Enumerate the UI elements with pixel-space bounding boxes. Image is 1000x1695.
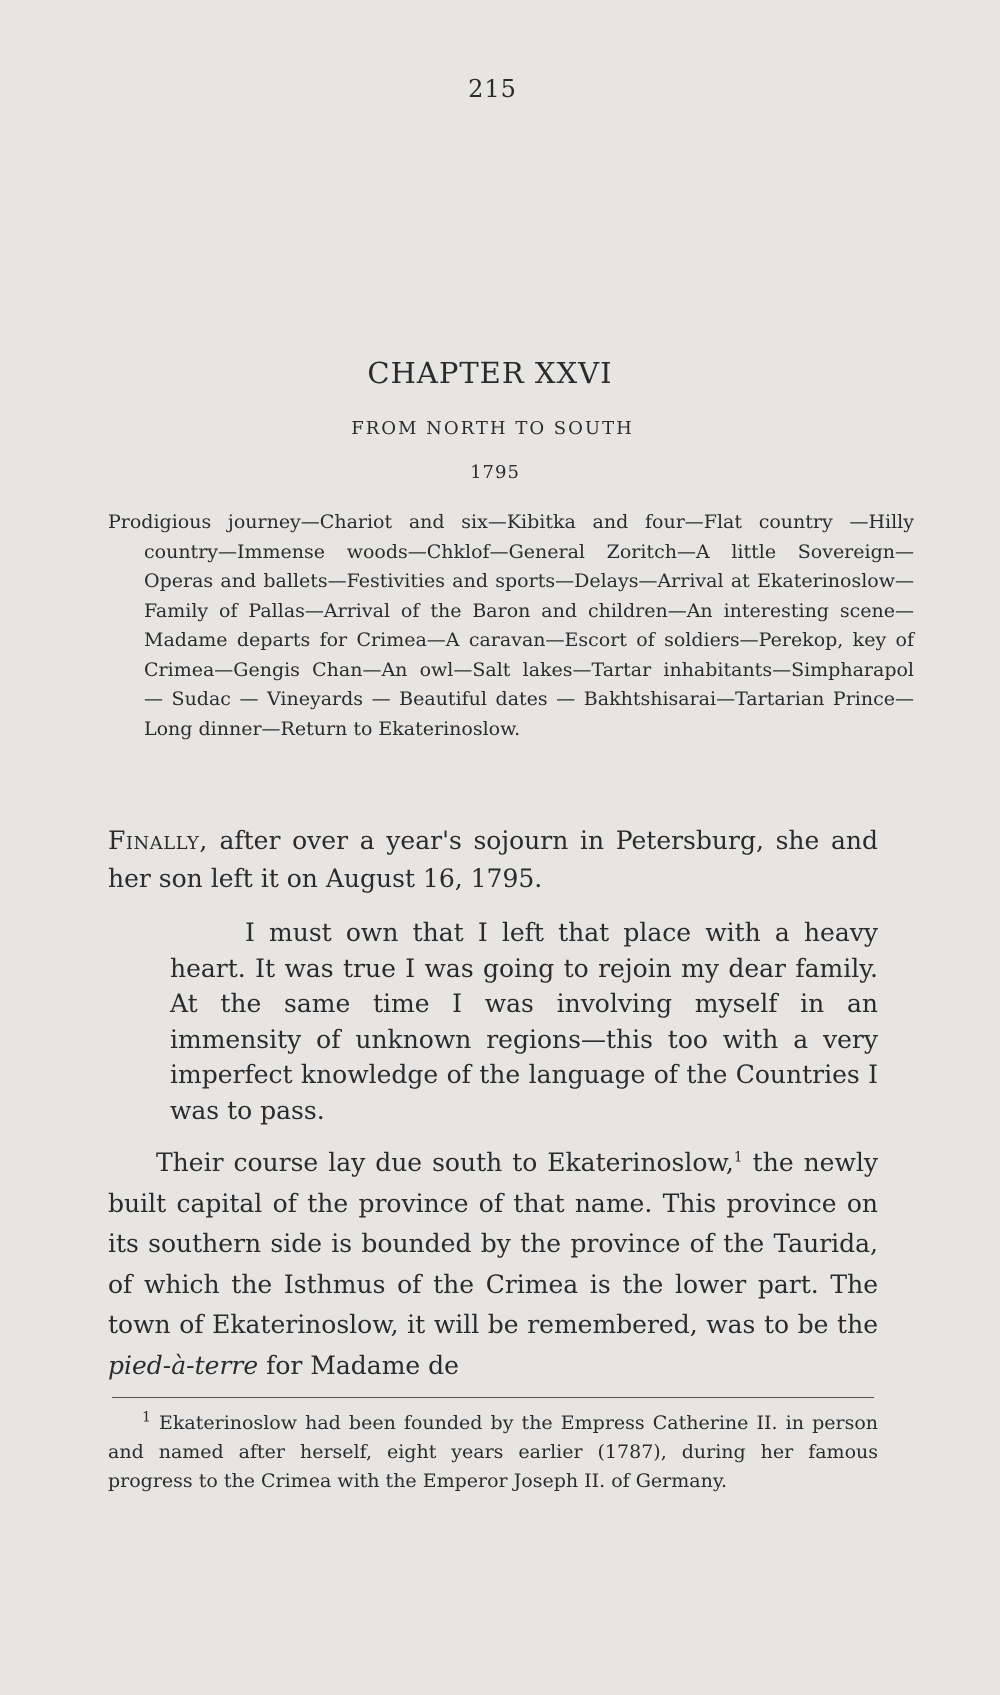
- footnote-reference: 1: [733, 1149, 743, 1166]
- footnote: [108, 1409, 878, 1496]
- chapter-subtitle: FROM NORTH TO SOUTH: [351, 418, 634, 439]
- paragraph-1-text: after over a year's sojourn in Petersburg, she and her son left it on August 16, 1795.: [108, 826, 878, 893]
- body-paragraph-3: [108, 1143, 878, 1386]
- footnote-divider: [112, 1397, 874, 1398]
- opening-word: Finally,: [108, 826, 208, 855]
- paragraph-3-text-b: the newly built capital of the province of that name. This province on its southern side is bounded by the province of the Taurida, of which the Isthmus of the Crimea is the lower part. The town of Ekaterinoslow, it will be remembered, was to be the: [108, 1148, 878, 1339]
- paragraph-3-text-a: Their course lay due south to Ekaterinoslow,: [156, 1148, 734, 1177]
- footnote-text: Ekaterinoslow had been founded by the Empress Catherine II. in person and named after herself, eight years earlier (1787), during her famous progress to the Crimea with the Emperor Joseph II. of Germany.: [108, 1412, 878, 1492]
- page-number: 215: [468, 75, 517, 103]
- italic-phrase: pied-à-terre: [108, 1350, 259, 1380]
- body-paragraph-1: [108, 822, 878, 897]
- chapter-synopsis: Prodigious journey—Chariot and six—Kibitka and four—Flat country —Hilly country—Immense woods—Chklof—General Zoritch—A little Sovereign—Operas and ballets—Festivities and sports—Delays—Arrival at Ekaterinoslow—Family of Pallas—Arrival of the Baron and children—An interesting scene—Madame departs for Crimea—A caravan—Escort of soldiers—Perekop, key of Crimea—Gengis Chan—An owl—Salt lakes—Tartar inhabitants—Simpharapol — Sudac — Vineyards — Beautiful dates — Bakhtshisarai—Tartarian Prince—Long dinner—Return to Ekaterinoslow.: [108, 511, 914, 740]
- chapter-title: CHAPTER XXVI: [367, 356, 613, 390]
- chapter-year: 1795: [470, 462, 520, 483]
- quoted-paragraph: I must own that I left that place with a heavy heart. It was true I was going to rejoin my dear family. At the same time I was involving myself in an immensity of unknown regions—this too with a very imperfect knowledge of the language of the Countries I was to pass.: [170, 918, 878, 1125]
- paragraph-3-text-c: for Madame de: [258, 1350, 459, 1380]
- footnote-marker: 1: [142, 1409, 151, 1426]
